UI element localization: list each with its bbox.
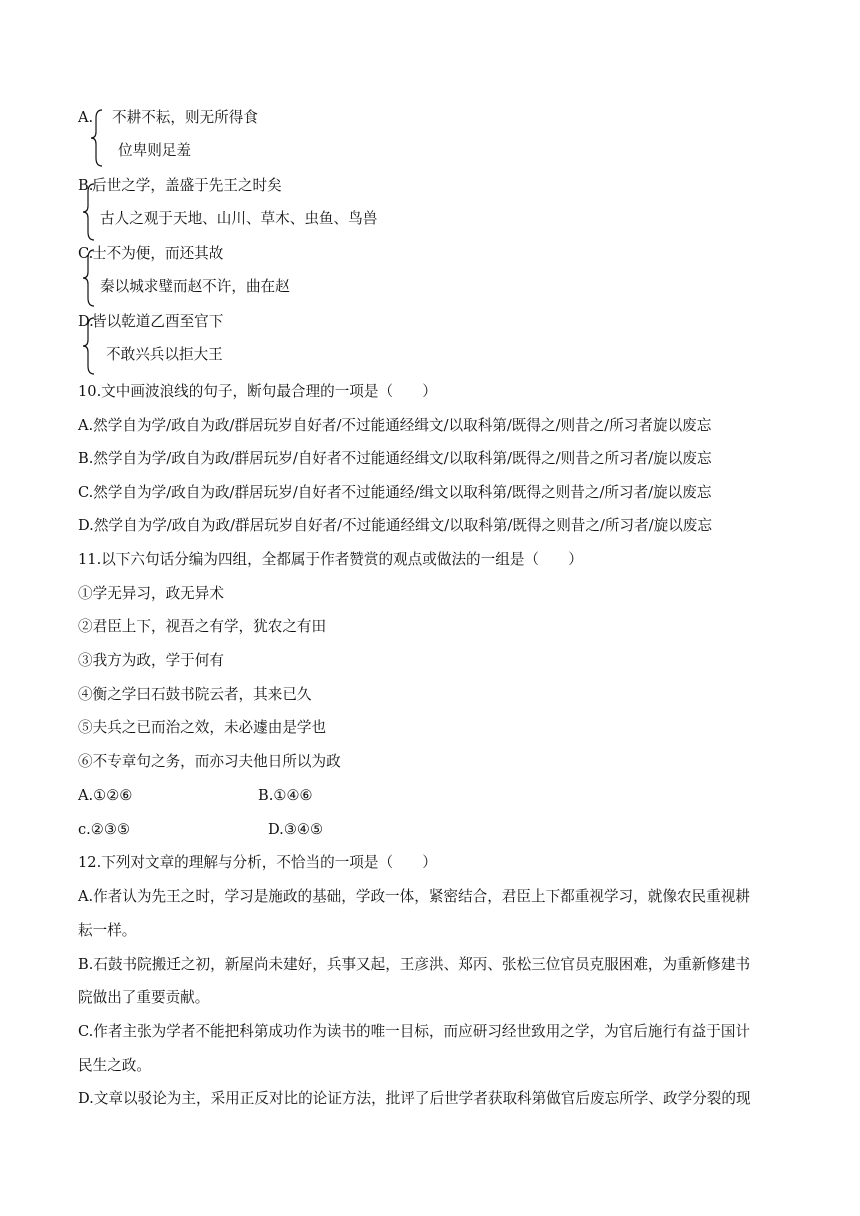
q10-stem: 10.文中画波浪线的句子，断句最合理的一项是（ ） [78,383,437,400]
q9-option-a [78,108,778,174]
option-letter: B. [78,177,94,194]
q12-stem: 12.下列对文章的理解与分析，不恰当的一项是（ ） [78,854,437,871]
q10-option-d: D.然学自为学/政自为政/群居玩岁自好者/不过能通经缉文/以取科第/既得之则昔之/所习者/旋以废忘 [78,517,712,534]
q12-option-a-line2: 耘一样。 [78,922,137,939]
q11-option-c: c.②③⑤ [78,821,131,838]
option-line-1: 皆以乾道乙酉至官下 [92,313,224,330]
option-line-1: 后世之学，盖盛于先王之时矣 [92,177,282,194]
q11-option-b: B.①④⑥ [258,787,313,804]
q11-item-3: ③我方为政，学于何有 [78,652,224,669]
option-line-1: 不耕不耘，则无所得食 [112,109,258,126]
q10-option-c: C.然学自为学/政自为政/群居玩岁/自好者不过能通经/缉文以取科第/既得之则昔之/所习者/旋以废忘 [78,484,712,501]
q11-item-5: ⑤夫兵之已而治之效，未必遽由是学也 [78,719,327,736]
option-line-1: 士不为便，而还其故 [92,245,224,262]
q11-option-a: A.①②⑥ [78,787,133,804]
q9-option-b [78,176,778,242]
q12-option-b-line1: B.石鼓书院搬迁之初，新屋尚未建好，兵事又起，王彦洪、郑丙、张松三位官员克服困难，为重新修建书 [78,956,751,973]
q12-option-a-line1: A.作者认为先王之时，学习是施政的基础，学政一体，紧密结合，君臣上下都重视学习，就像农民重视耕 [78,888,750,905]
q10-option-a: A.然学自为学/政自为政/群居玩岁自好者/不过能通经缉文/以取科第/既得之/则昔之/所习者旋以废忘 [78,417,712,434]
option-letter: C. [78,245,94,262]
q12-option-d-line1: D.文章以驳论为主，采用正反对比的论证方法，批评了后世学者获取科第做官后废忘所学、政学分裂的现 [78,1090,751,1107]
option-line-2: 位卑则足羞 [118,142,191,159]
q9-option-c [78,244,778,310]
q11-stem: 11.以下六句话分编为四组，全都属于作者赞赏的观点或做法的一组是（ ） [78,551,583,568]
q11-item-2: ②君臣上下，视吾之有学，犹农之有田 [78,618,327,635]
option-line-2: 古人之观于天地、山川、草木、虫鱼、鸟兽 [100,210,378,227]
q12-option-c-line2: 民生之政。 [78,1057,151,1074]
q10-option-b: B.然学自为学/政自为政/群居玩岁/自好者不过能通经缉文/以取科第/既得之/则昔之所习者/旋以废忘 [78,450,712,467]
q11-option-d: D.③④⑤ [268,821,324,838]
option-line-2: 秦以城求璧而赵不许，曲在赵 [100,278,290,295]
option-letter: A. [78,109,94,126]
option-line-2: 不敢兴兵以拒大王 [106,346,223,363]
option-letter: D. [78,313,94,330]
q12-option-b-line2: 院做出了重要贡献。 [78,989,210,1006]
q11-item-4: ④衡之学曰石鼓书院云者，其来已久 [78,686,312,703]
q12-option-c-line1: C.作者主张为学者不能把科第成功作为读书的唯一目标，而应研习经世致用之学，为官后施行有益于国计 [78,1023,751,1040]
q11-item-6: ⑥不专章句之务，而亦习夫他日所以为政 [78,753,341,770]
brace-icon [90,108,104,168]
q9-option-d [78,312,778,378]
q11-item-1: ①学无异习，政无异术 [78,585,224,602]
